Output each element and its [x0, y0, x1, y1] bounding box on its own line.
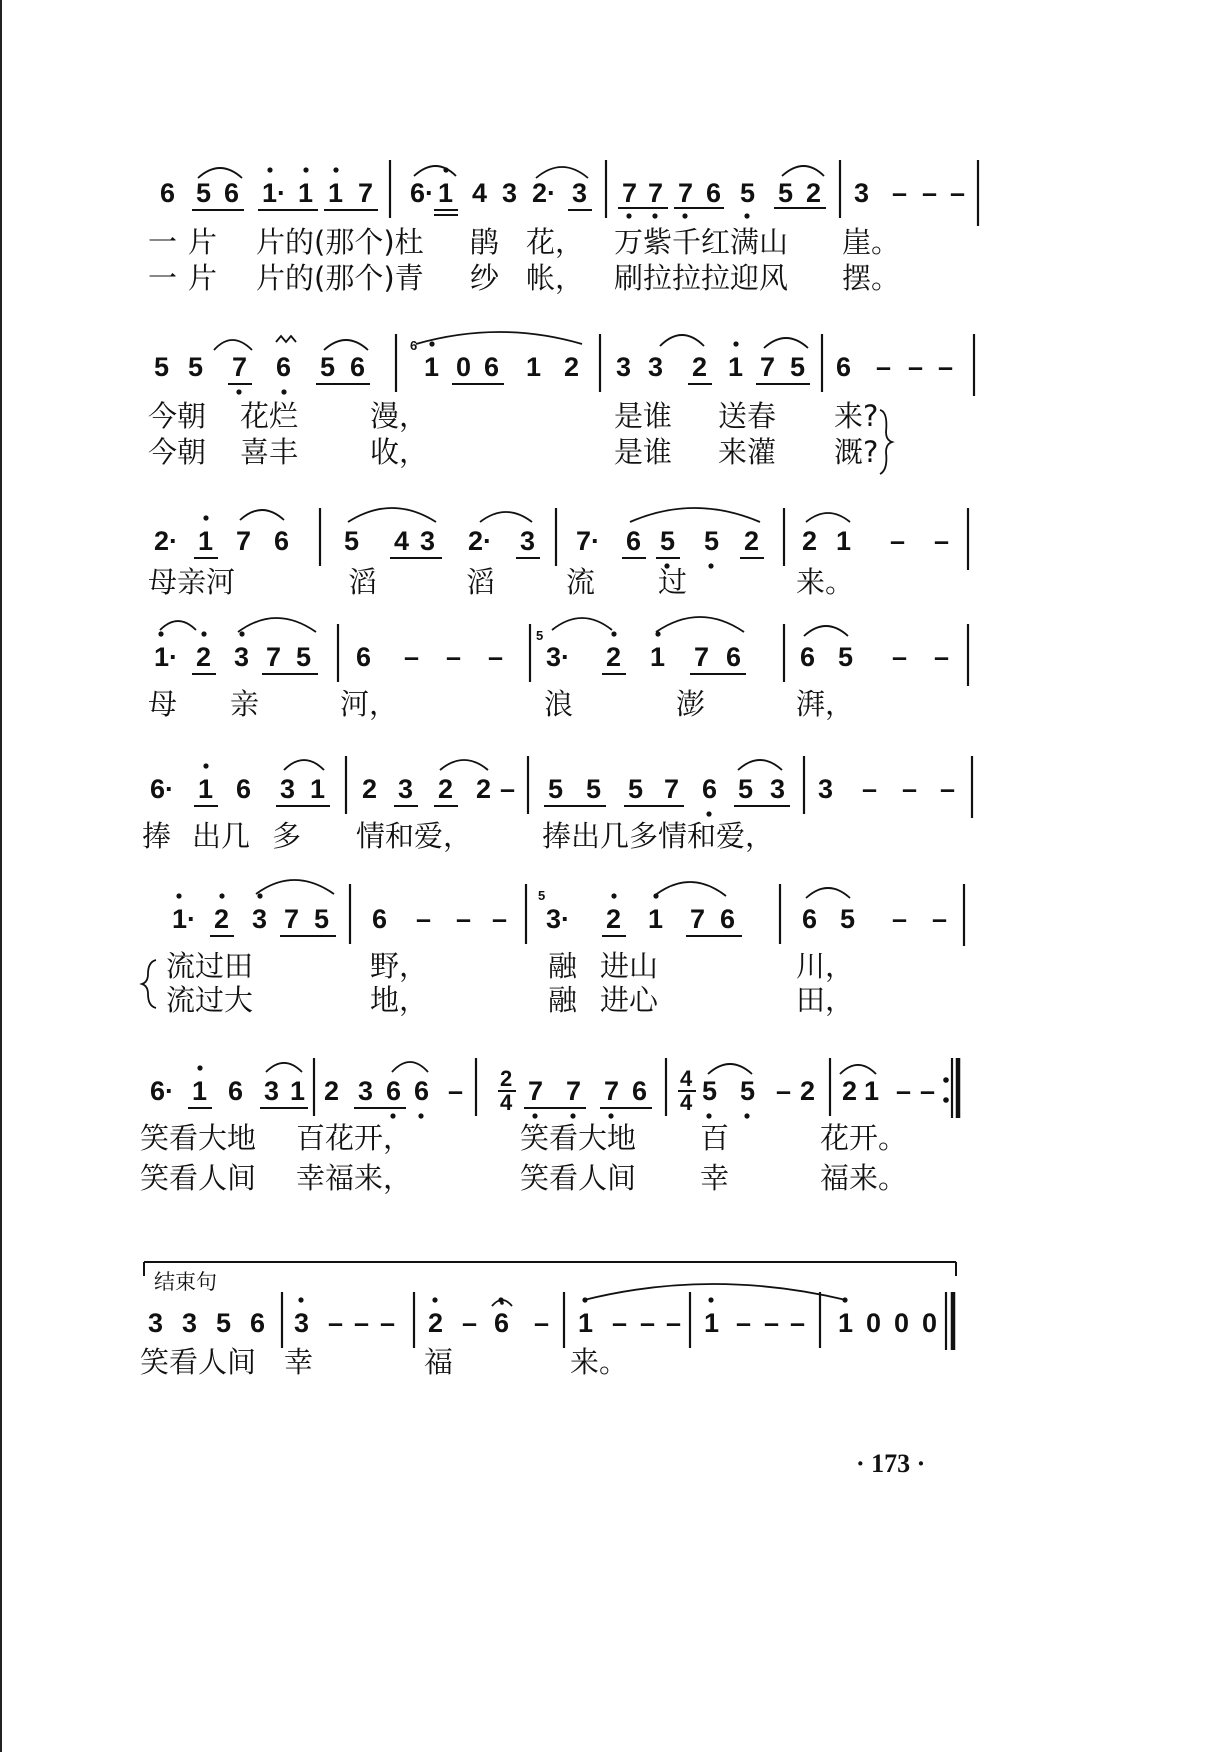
lyric: 喜丰 [240, 435, 299, 469]
note: 2 [802, 526, 818, 556]
note: – [404, 642, 420, 672]
note: 2· [468, 526, 493, 556]
note: – [896, 1076, 912, 1106]
note: 7 [604, 1076, 620, 1106]
lyric: 花烂 [240, 399, 299, 433]
note: 2 [564, 352, 580, 382]
lyric: 溉? [834, 435, 879, 469]
note: 1 [424, 352, 440, 382]
note: 3· [546, 642, 571, 672]
lyric: 流过大 [166, 983, 254, 1017]
note: – [448, 1076, 464, 1106]
lyric: 帐， [526, 261, 585, 295]
lyric: 福来。 [820, 1161, 908, 1195]
note: 6 [802, 904, 818, 934]
note: 3 [264, 1076, 280, 1106]
note: 2 [744, 526, 760, 556]
note: 2 [214, 904, 230, 934]
note: 1· [172, 904, 197, 934]
note: 4 [472, 178, 488, 208]
lyric: 笑看大地 [520, 1121, 637, 1155]
lyric: 湃， [796, 687, 855, 721]
page-number: · 173 · [856, 1449, 926, 1478]
note: 1· [262, 178, 287, 208]
lyric: 花开。 [820, 1121, 908, 1155]
note: 6 [160, 178, 176, 208]
note: – [736, 1308, 752, 1338]
note: 1 [298, 178, 314, 208]
grace-note: 5 [538, 888, 546, 903]
lyric: 片的(那个)杜 [256, 225, 424, 259]
lyric: 来。 [796, 565, 855, 599]
note: 7 [266, 642, 282, 672]
note: 3 [648, 352, 664, 382]
note: 2 [842, 1076, 858, 1106]
lyric: 是谁 [614, 435, 673, 469]
lyric: 福 [424, 1345, 454, 1379]
note: 6 [494, 1308, 510, 1338]
note: – [938, 352, 954, 382]
lyrics-row-4 [148, 687, 854, 721]
note: 2· [154, 526, 179, 556]
note: 1 [328, 178, 344, 208]
note: 7· [576, 526, 601, 556]
note: – [920, 1076, 936, 1106]
lyric: 流 [566, 565, 596, 599]
note: 5 [840, 904, 856, 934]
note: 5 [702, 1076, 718, 1106]
note: 6 [228, 1076, 244, 1106]
lyric: 川， [796, 949, 855, 983]
note: 5 [740, 178, 756, 208]
note: 5 [314, 904, 330, 934]
note: – [456, 904, 472, 934]
note: 5 [216, 1308, 232, 1338]
note: – [488, 642, 504, 672]
note: 3 [398, 774, 414, 804]
note: 6 [350, 352, 366, 382]
note: 2 [800, 1076, 816, 1106]
staff-row-5 [150, 756, 972, 818]
note: 5 [660, 526, 676, 556]
lyric: 捧 [142, 819, 172, 853]
note: 0 [922, 1308, 938, 1338]
note: 6 [386, 1076, 402, 1106]
lyric: 今朝 [148, 399, 207, 433]
note: 6 [800, 642, 816, 672]
lyric: 收， [370, 435, 429, 469]
lyric: 出几 [192, 819, 251, 853]
note: 1 [650, 642, 666, 672]
note: 6 [720, 904, 736, 934]
note: 3 [234, 642, 250, 672]
note: – [862, 774, 878, 804]
note: 6 [626, 526, 642, 556]
note: – [534, 1308, 550, 1338]
grace-note: 5 [536, 628, 544, 643]
note: 5 [704, 526, 720, 556]
note: 6 [726, 642, 742, 672]
note: 2 [476, 774, 492, 804]
note: 7 [648, 178, 664, 208]
staff-row-7 [150, 1058, 958, 1119]
lyric: 送春 [718, 399, 777, 433]
note: – [666, 1308, 682, 1338]
note: 6 [414, 1076, 430, 1106]
note: 2 [806, 178, 822, 208]
note: – [416, 904, 432, 934]
lyric: 过 [658, 565, 688, 599]
lyric: 河， [340, 687, 399, 721]
note: 3 [572, 178, 588, 208]
note: – [892, 904, 908, 934]
lyric: 百 [700, 1121, 730, 1155]
note: 7 [678, 178, 694, 208]
note: 6· [410, 178, 435, 208]
lyric: 片的(那个)青 [256, 261, 424, 295]
lyrics-row-6 [142, 949, 854, 1017]
note: – [934, 642, 950, 672]
time-signature: 4 [500, 1090, 513, 1115]
lyric: 多 [272, 819, 302, 853]
time-signature: 4 [680, 1090, 693, 1115]
note: – [934, 526, 950, 556]
lyrics-row-8 [140, 1345, 628, 1379]
lyric: 片 [188, 225, 218, 259]
note: 6 [250, 1308, 266, 1338]
note: 7 [232, 352, 248, 382]
note: 6 [276, 352, 292, 382]
note: 5 [838, 642, 854, 672]
note: 7 [236, 526, 252, 556]
note: – [902, 774, 918, 804]
note: 6 [372, 904, 388, 934]
lyric: 野， [370, 949, 429, 983]
note: 5 [188, 352, 204, 382]
lyric: 漫， [370, 399, 429, 433]
note: 6 [356, 642, 372, 672]
note: – [764, 1308, 780, 1338]
note: 3 [616, 352, 632, 382]
note: – [354, 1308, 370, 1338]
note: – [492, 904, 508, 934]
note: 0 [866, 1308, 882, 1338]
staff-row-1 [160, 160, 978, 226]
note: 6· [150, 774, 175, 804]
lyric: 融 [548, 983, 578, 1017]
lyric: 进心 [600, 983, 659, 1017]
note: 5 [586, 774, 602, 804]
note: 1 [526, 352, 542, 382]
lyric: 摆。 [842, 261, 901, 295]
note: 3 [818, 774, 834, 804]
note: – [612, 1308, 628, 1338]
note: 1 [704, 1308, 720, 1338]
note: 1 [192, 1076, 208, 1106]
lyric: 来灌 [718, 435, 777, 469]
note: 3 [182, 1308, 198, 1338]
note: 1 [310, 774, 326, 804]
lyric: 崖。 [842, 225, 901, 259]
lyric: 滔 [466, 565, 496, 599]
staff-row-4 [154, 617, 968, 686]
note: – [328, 1308, 344, 1338]
note: – [462, 1308, 478, 1338]
lyric: 滔 [348, 565, 378, 599]
note: 1 [438, 178, 454, 208]
note: 3 [148, 1308, 164, 1338]
lyric: 幸 [284, 1345, 314, 1379]
lyric: 笑看人间 [140, 1161, 257, 1195]
note: 2 [362, 774, 378, 804]
note: 2 [692, 352, 708, 382]
ending-section [144, 1262, 956, 1294]
lyric: 捧出几多情和爱， [542, 819, 775, 853]
note: 6 [274, 526, 290, 556]
note: 5 [790, 352, 806, 382]
note: – [790, 1308, 806, 1338]
lyric: 一 [148, 261, 178, 295]
note: – [500, 774, 516, 804]
lyric: 进山 [600, 949, 659, 983]
time-signature: 2 [500, 1066, 513, 1091]
note: 1 [578, 1308, 594, 1338]
lyric: 花， [526, 225, 585, 259]
note: 3 [502, 178, 518, 208]
note: 7 [528, 1076, 544, 1106]
lyric: 百花开， [296, 1121, 413, 1155]
lyric: 田， [796, 983, 855, 1017]
note: 7 [622, 178, 638, 208]
note: 6 [484, 352, 500, 382]
lyric: 澎 [676, 687, 706, 721]
staff-row-6 [172, 880, 964, 946]
lyric: 万紫千红满山 [614, 225, 789, 259]
lyrics-row-1 [148, 225, 900, 295]
staff-row-2 [154, 332, 974, 396]
note: 6 [836, 352, 852, 382]
note: – [908, 352, 924, 382]
note: – [892, 178, 908, 208]
lyric: 笑看人间 [520, 1161, 637, 1195]
note: 6· [150, 1076, 175, 1106]
note: – [890, 526, 906, 556]
lyric: 今朝 [148, 435, 207, 469]
note: 5 [628, 774, 644, 804]
note: 6 [224, 178, 240, 208]
lyric: 笑看人间 [140, 1345, 257, 1379]
note: 5 [740, 1076, 756, 1106]
note: – [446, 642, 462, 672]
lyrics-row-5 [142, 819, 774, 853]
note: 1 [648, 904, 664, 934]
note: 3 [294, 1308, 310, 1338]
note: 2 [438, 774, 454, 804]
note: 1 [290, 1076, 306, 1106]
note: 3 [854, 178, 870, 208]
note: 5 [154, 352, 170, 382]
note: 3 [358, 1076, 374, 1106]
lyric: 是谁 [614, 399, 673, 433]
note: 7 [760, 352, 776, 382]
lyric: 幸福来， [296, 1161, 413, 1195]
note: 7 [566, 1076, 582, 1106]
repeat-dot [943, 1077, 949, 1083]
note: 2 [606, 642, 622, 672]
note: 6 [702, 774, 718, 804]
lyric: 鹃 [470, 225, 500, 259]
lyric: 母亲河 [148, 565, 236, 599]
repeat-dot [943, 1097, 949, 1103]
lyric: 片 [188, 261, 218, 295]
lyrics-row-3 [148, 565, 854, 599]
lyric: 来? [834, 399, 879, 433]
note: – [640, 1308, 656, 1338]
note: 7 [358, 178, 374, 208]
note: 2 [324, 1076, 340, 1106]
lyric: 母 [148, 687, 178, 721]
note: 6 [632, 1076, 648, 1106]
lyric: 流过田 [166, 949, 254, 983]
lyric: 一 [148, 225, 178, 259]
lyric: 亲 [230, 687, 260, 721]
note: 2 [196, 642, 212, 672]
note: 3 [770, 774, 786, 804]
lyric: 刷拉拉拉迎风 [614, 261, 789, 295]
note: 3 [520, 526, 536, 556]
lyrics-row-7 [140, 1121, 907, 1195]
lyrics-row-2 [148, 399, 892, 474]
note: 6 [706, 178, 722, 208]
note: 1 [838, 1308, 854, 1338]
note: 4 [394, 526, 410, 556]
lyric: 幸 [700, 1161, 730, 1195]
grace-note: 6 [410, 338, 418, 353]
lyric: 情和爱， [356, 819, 473, 853]
note: 2 [428, 1308, 444, 1338]
lyric: 地， [370, 983, 429, 1017]
note: 6 [236, 774, 252, 804]
note: – [950, 178, 966, 208]
note: 7 [690, 904, 706, 934]
note: 1 [864, 1076, 880, 1106]
note: 1· [154, 642, 179, 672]
note: 3 [252, 904, 268, 934]
lyric: 来。 [570, 1345, 629, 1379]
note: 7 [694, 642, 710, 672]
time-signature: 4 [680, 1066, 693, 1091]
note: – [380, 1308, 396, 1338]
note: 5 [778, 178, 794, 208]
note: 7 [284, 904, 300, 934]
note: 1 [728, 352, 744, 382]
note: 3 [280, 774, 296, 804]
lyric: 融 [548, 949, 578, 983]
note: 5 [320, 352, 336, 382]
staff-row-8 [148, 1284, 953, 1350]
note: – [932, 904, 948, 934]
note: 2 [606, 904, 622, 934]
note: – [892, 642, 908, 672]
lyric: 浪 [544, 687, 574, 721]
note: – [922, 178, 938, 208]
note: 1 [836, 526, 852, 556]
lyric: 纱 [470, 261, 500, 295]
note: 7 [664, 774, 680, 804]
note: – [776, 1076, 792, 1106]
note: 5 [548, 774, 564, 804]
note: 5 [296, 642, 312, 672]
note: 0 [456, 352, 472, 382]
note: – [876, 352, 892, 382]
note: 0 [894, 1308, 910, 1338]
note: 1 [198, 774, 214, 804]
staff-row-3 [154, 508, 968, 570]
note: 3 [420, 526, 436, 556]
note: 3· [546, 904, 571, 934]
note: 1 [198, 526, 214, 556]
note: 5 [738, 774, 754, 804]
lyric: 笑看大地 [140, 1121, 257, 1155]
note: 2· [532, 178, 557, 208]
note: 5 [196, 178, 212, 208]
note: – [940, 774, 956, 804]
ending-label: 结束句 [154, 1270, 217, 1294]
note: 5 [344, 526, 360, 556]
